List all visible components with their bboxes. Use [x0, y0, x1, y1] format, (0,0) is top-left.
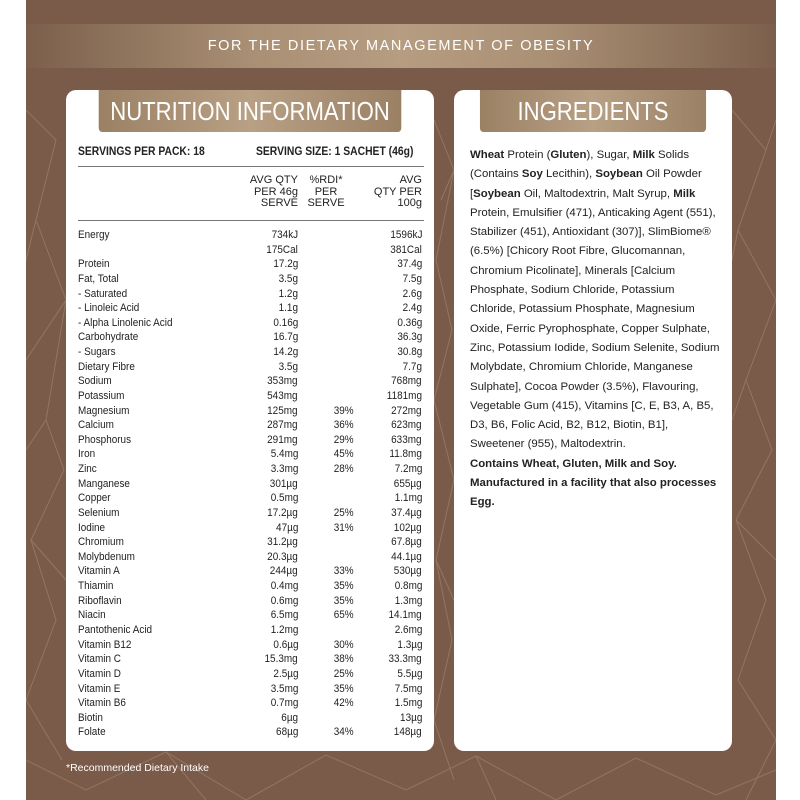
rdi-per-serve: 31% — [334, 521, 354, 534]
nutrient-name: Sodium — [78, 375, 112, 388]
qty-per-serve: 17.2g — [273, 258, 298, 271]
qty-per-serve: 1.2mg — [270, 624, 298, 636]
nutrient-name: Energy — [78, 229, 110, 241]
qty-per-serve: 0.16g — [273, 316, 298, 329]
ingredients-panel — [454, 90, 732, 751]
ingredient-text: Protein, Emulsifier (471), Anticaking Agent (551), Stabilizer (451), Antioxidant (307)], SlimBiome® (6.5%) [Chicory Root Fibre, Glucomannan, Chromium Picolinate], Minerals [Calcium Phosphate, Sodium Chloride, Potassium Chloride, Potassium Phosphate, Magnesium Oxide, Ferric Pyrophosphate, Copper Sulphate, Zinc, Potassium Iodide, Sodium Selenite, Sodium Molybdate, Chromium Chloride, Manganese Sulphate], Cocoa Powder (3.5%), Flavouring, Vegetable Gum (415), Vitamins [C, E, B3, A, B5, D3, B6, Folic Acid, B2, B12, Biotin, B1], Sweetener (955), Maltodextrin. — [470, 206, 720, 451]
rdi-per-serve: 38% — [334, 653, 354, 666]
nutrient-name: Dietary Fibre — [78, 360, 135, 373]
nutrient-name: Iron — [78, 448, 96, 461]
qty-per-serve: 244µg — [270, 565, 298, 578]
nutrition-row — [66, 462, 434, 476]
nutrition-row — [66, 491, 434, 505]
qty-per-serve: 287mg — [267, 419, 298, 432]
nutrition-row — [66, 272, 434, 286]
nutrition-row — [66, 506, 434, 520]
qty-per-100g: 381Cal — [390, 243, 422, 256]
rdi-per-serve: 35% — [334, 682, 354, 695]
nutrient-name: Carbohydrate — [78, 331, 139, 344]
nutrient-name: Vitamin D — [78, 667, 121, 680]
qty-per-serve: 14.2g — [273, 346, 298, 359]
qty-per-100g: 5.5µg — [396, 667, 422, 680]
qty-per-serve: 16.7g — [273, 331, 298, 344]
nutrient-name: Pantothenic Acid — [78, 624, 153, 636]
nutrition-row — [66, 623, 434, 637]
rdi-per-serve: 29% — [334, 433, 354, 446]
qty-per-100g: 7.5g — [402, 272, 422, 285]
nutrition-row — [66, 228, 434, 242]
ingredient-allergen-word: Wheat — [470, 149, 505, 161]
qty-per-100g: 623mg — [391, 419, 422, 432]
banner: FOR THE DIETARY MANAGEMENT OF OBESITY — [26, 24, 776, 68]
qty-per-serve: 291mg — [267, 433, 298, 446]
nutrition-row — [66, 447, 434, 461]
qty-per-serve: 1.2g — [278, 287, 298, 300]
nutrient-name: - Sugars — [78, 346, 116, 359]
nutrition-panel — [66, 90, 434, 751]
qty-per-serve: 6.5mg — [270, 609, 298, 622]
nutrient-name: Manganese — [78, 477, 130, 490]
qty-per-serve: 175Cal — [266, 243, 298, 256]
col-rdi-header: %RDI* PER SERVE — [307, 174, 345, 209]
nutrition-row — [66, 301, 434, 315]
nutrient-name: Fat, Total — [78, 272, 119, 285]
nutrition-row — [66, 345, 434, 359]
nutrition-row — [66, 579, 434, 593]
qty-per-serve: 0.7mg — [270, 697, 298, 710]
servings-per-pack: SERVINGS PER PACK: 18 — [78, 146, 205, 158]
qty-per-100g: 2.6g — [402, 287, 422, 300]
rdi-per-serve: 35% — [334, 580, 354, 593]
nutrient-name: Zinc — [78, 463, 97, 476]
qty-per-100g: 33.3mg — [388, 653, 422, 666]
ingredient-allergen-word: Milk — [673, 187, 696, 200]
ingredient-text: Lecithin), — [542, 168, 596, 181]
nutrition-row — [66, 374, 434, 388]
rdi-per-serve: 34% — [334, 726, 354, 739]
qty-per-100g: 37.4g — [397, 258, 422, 271]
qty-per-serve: 0.6µg — [272, 638, 298, 651]
ingredients-text — [470, 146, 722, 513]
rdi-per-serve: 28% — [334, 463, 354, 476]
qty-per-serve: 3.5mg — [270, 682, 298, 695]
nutrient-name: Protein — [78, 258, 110, 271]
rdi-per-serve: 65% — [334, 609, 354, 622]
nutrition-title: NUTRITION INFORMATION — [99, 90, 402, 132]
nutrition-row — [66, 696, 434, 710]
ingredient-text: Solids (Contains — [470, 149, 690, 181]
ingredient-allergen-word: Soy — [521, 168, 543, 181]
qty-per-100g: 530µg — [394, 565, 422, 578]
qty-per-serve: 17.2µg — [267, 506, 298, 519]
qty-per-100g: 0.36g — [397, 316, 422, 329]
qty-per-100g: 1.5mg — [394, 697, 422, 710]
nutrient-name: Vitamin A — [78, 565, 120, 578]
qty-per-100g: 7.5mg — [394, 682, 422, 695]
qty-per-serve: 47µg — [275, 521, 298, 534]
ingredient-allergen-word: Soybean — [473, 187, 521, 200]
qty-per-100g: 2.6mg — [394, 624, 422, 636]
nutrition-row — [66, 725, 434, 739]
label-background — [26, 0, 776, 800]
nutrient-name: - Alpha Linolenic Acid — [78, 316, 173, 329]
nutrient-name: Vitamin B6 — [78, 697, 126, 710]
nutrient-name: Vitamin E — [78, 682, 121, 695]
nutrition-row — [66, 287, 434, 301]
qty-per-100g: 1.1mg — [394, 492, 422, 505]
nutrient-name: Vitamin C — [78, 653, 121, 666]
col-100g-header: AVG QTY PER 100g — [373, 174, 422, 209]
nutrient-name: Vitamin B12 — [78, 638, 132, 651]
nutrient-name: - Saturated — [78, 287, 128, 300]
qty-per-100g: 1.3mg — [394, 594, 422, 607]
qty-per-100g: 0.8mg — [394, 580, 422, 593]
nutrient-name: Biotin — [78, 711, 103, 724]
qty-per-100g: 67.8µg — [391, 536, 422, 549]
ingredient-text: Oil Powder [ — [470, 168, 702, 200]
nutrient-name: Thiamin — [78, 580, 114, 593]
qty-per-100g: 1.3µg — [396, 638, 422, 651]
nutrition-row — [66, 477, 434, 491]
ingredient-allergen-word: Gluten — [550, 149, 587, 161]
qty-per-100g: 37.4µg — [391, 506, 422, 519]
nutrition-row — [66, 257, 434, 271]
nutrition-row — [66, 594, 434, 608]
nutrition-row — [66, 316, 434, 330]
rdi-per-serve: 25% — [334, 506, 354, 519]
qty-per-serve: 301µg — [270, 477, 298, 490]
nutrient-name: Selenium — [78, 506, 120, 519]
nutrient-name: Riboflavin — [78, 594, 122, 607]
qty-per-serve: 0.5mg — [270, 492, 298, 505]
nutrition-row — [66, 433, 434, 447]
nutrient-name: - Linoleic Acid — [78, 302, 140, 315]
qty-per-serve: 543mg — [267, 389, 298, 402]
qty-per-100g: 7.2mg — [394, 463, 422, 476]
qty-per-100g: 633mg — [391, 433, 422, 446]
qty-per-serve: 734kJ — [271, 229, 298, 241]
serving-size: SERVING SIZE: 1 SACHET (46g) — [256, 146, 414, 158]
nutrition-row — [66, 360, 434, 374]
qty-per-100g: 148µg — [394, 726, 422, 739]
qty-per-serve: 1.1g — [278, 302, 298, 315]
qty-per-100g: 2.4g — [402, 302, 422, 315]
nutrition-row — [66, 638, 434, 652]
nutrient-name: Iodine — [78, 521, 106, 534]
rdi-footnote: *Recommended Dietary Intake — [66, 762, 209, 774]
divider — [78, 166, 424, 167]
ingredients-list — [470, 146, 722, 455]
nutrition-row — [66, 652, 434, 666]
qty-per-serve: 68µg — [275, 726, 298, 739]
nutrient-name: Potassium — [78, 389, 125, 402]
qty-per-100g: 272mg — [391, 404, 422, 417]
qty-per-serve: 6µg — [281, 711, 298, 724]
ingredient-allergen-word: Milk — [632, 149, 655, 161]
nutrition-row — [66, 404, 434, 418]
nutrition-row — [66, 243, 434, 257]
qty-per-serve: 3.3mg — [270, 463, 298, 476]
qty-per-100g: 36.3g — [397, 331, 422, 344]
nutrition-row — [66, 521, 434, 535]
rdi-per-serve: 35% — [334, 594, 354, 607]
nutrition-row — [66, 550, 434, 564]
rdi-per-serve: 30% — [334, 638, 354, 651]
col-qty-header: AVG QTY PER 46g SERVE — [249, 174, 298, 209]
nutrition-row — [66, 608, 434, 622]
nutrition-row — [66, 711, 434, 725]
nutrient-name: Phosphorus — [78, 433, 132, 446]
nutrition-row — [66, 682, 434, 696]
qty-per-serve: 15.3mg — [264, 653, 298, 666]
ingredient-allergen-word: Soybean — [595, 168, 643, 181]
divider — [78, 220, 424, 221]
qty-per-100g: 30.8g — [397, 346, 422, 359]
nutrition-row — [66, 535, 434, 549]
qty-per-100g: 7.7g — [402, 360, 422, 373]
nutrition-row — [66, 667, 434, 681]
qty-per-100g: 1181mg — [386, 389, 422, 402]
rdi-per-serve: 25% — [334, 667, 354, 680]
ingredient-text: Oil, Maltodextrin, Malt Syrup, — [520, 187, 674, 200]
qty-per-100g: 768mg — [391, 375, 422, 388]
qty-per-serve: 31.2µg — [267, 536, 298, 549]
qty-per-serve: 0.6mg — [270, 594, 298, 607]
ingredients-title: INGREDIENTS — [480, 90, 706, 132]
qty-per-serve: 0.4mg — [270, 580, 298, 593]
nutrient-name: Folate — [78, 726, 106, 739]
nutrition-row — [66, 330, 434, 344]
qty-per-serve: 2.5µg — [272, 667, 298, 680]
qty-per-100g: 11.8mg — [389, 448, 422, 461]
nutrition-row — [66, 418, 434, 432]
nutrition-row — [66, 564, 434, 578]
rdi-per-serve: 36% — [334, 419, 354, 432]
nutrient-name: Molybdenum — [78, 550, 135, 563]
qty-per-serve: 20.3µg — [267, 550, 298, 563]
nutrient-name: Magnesium — [78, 404, 130, 417]
allergen-statement: Contains Wheat, Gluten, Milk and Soy. Manufactured in a facility that also processes Egg. — [470, 457, 717, 509]
rdi-per-serve: 42% — [334, 697, 354, 710]
qty-per-serve: 353mg — [267, 375, 298, 388]
qty-per-serve: 125mg — [267, 404, 298, 417]
qty-per-100g: 655µg — [394, 477, 422, 490]
ingredient-text: ), Sugar, — [586, 149, 633, 161]
rdi-per-serve: 45% — [334, 448, 354, 461]
qty-per-100g: 14.1mg — [388, 609, 422, 622]
qty-per-serve: 3.5g — [278, 360, 298, 373]
nutrition-row — [66, 389, 434, 403]
nutrient-name: Copper — [78, 492, 111, 505]
rdi-per-serve: 39% — [334, 404, 354, 417]
nutrient-name: Chromium — [78, 536, 124, 549]
qty-per-100g: 102µg — [394, 521, 422, 534]
qty-per-100g: 1596kJ — [389, 229, 422, 241]
qty-per-100g: 44.1µg — [391, 550, 422, 563]
rdi-per-serve: 33% — [334, 565, 354, 578]
qty-per-serve: 3.5g — [278, 272, 298, 285]
ingredient-text: Protein ( — [504, 149, 551, 161]
nutrient-name: Niacin — [78, 609, 106, 622]
qty-per-100g: 13µg — [399, 711, 422, 724]
nutrient-name: Calcium — [78, 419, 114, 432]
qty-per-serve: 5.4mg — [270, 448, 298, 461]
